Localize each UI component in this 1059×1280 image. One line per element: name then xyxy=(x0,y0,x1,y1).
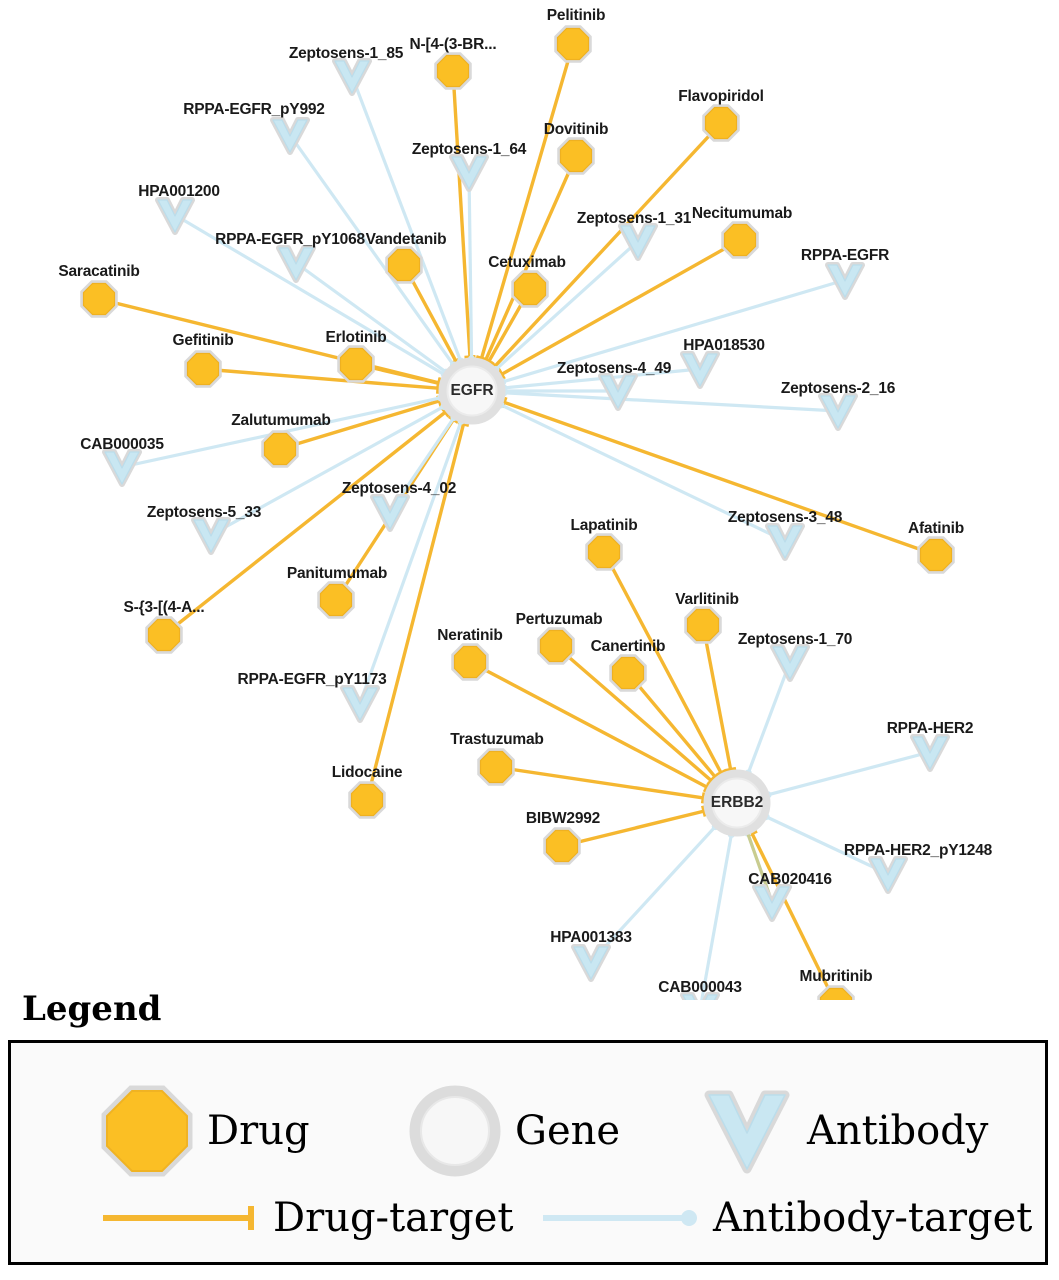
drug-node-label: N-[4-(3-BR... xyxy=(409,36,497,53)
legend-label-drug: Drug xyxy=(207,1108,310,1154)
antibody-target-edge-icon xyxy=(541,1203,701,1233)
antibody-node-label: CAB000043 xyxy=(658,979,742,996)
drug-node[interactable] xyxy=(481,752,512,783)
legend-label-antibody: Antibody xyxy=(807,1108,989,1154)
antibody-node[interactable] xyxy=(373,497,407,529)
drug-node[interactable] xyxy=(706,108,737,139)
legend-title: Legend xyxy=(22,989,162,1029)
antibody-node-label: Zeptosens-2_16 xyxy=(780,380,896,397)
antibody-node-label: HPA018530 xyxy=(683,337,765,354)
antibody-node[interactable] xyxy=(913,737,947,769)
antibody-node[interactable] xyxy=(821,396,855,428)
antibody-node-label: CAB000035 xyxy=(80,436,164,453)
drug-node-label: Neratinib xyxy=(437,627,503,644)
antibody-node-label: Zeptosens-1_85 xyxy=(288,45,404,62)
antibody-node-label: Zeptosens-3_48 xyxy=(727,509,843,526)
legend-label-drug-target: Drug-target xyxy=(273,1195,514,1241)
antibody-node[interactable] xyxy=(273,120,307,152)
antibody-node-label: Zeptosens-4_49 xyxy=(556,360,672,377)
drug-node[interactable] xyxy=(341,349,372,380)
drug-node-label: Cetuximab xyxy=(488,254,566,271)
drug-node-label: Zalutumumab xyxy=(231,412,331,429)
drug-node-label: Trastuzumab xyxy=(450,731,544,748)
antibody-node[interactable] xyxy=(574,947,608,979)
legend-label-gene: Gene xyxy=(515,1108,621,1154)
drug-node-label: Saracatinib xyxy=(58,263,140,280)
antibody-node-label: RPPA-HER2 xyxy=(886,720,974,737)
antibody-node[interactable] xyxy=(279,248,313,280)
drug-octagon-icon xyxy=(101,1085,193,1177)
legend xyxy=(0,985,1059,1280)
drug-node-label: Mubritinib xyxy=(799,968,873,985)
antibody-vee-icon xyxy=(701,1085,793,1177)
antibody-node[interactable] xyxy=(683,354,717,386)
legend-box xyxy=(8,1040,1048,1265)
drug-node-label: Erlotinib xyxy=(325,329,387,346)
antibody-node[interactable] xyxy=(871,859,905,891)
drug-node-label: Pelitinib xyxy=(546,7,606,24)
antibody-node[interactable] xyxy=(828,265,862,297)
legend-item-antibody-target xyxy=(541,1195,1032,1241)
drug-node[interactable] xyxy=(561,141,592,172)
antibody-node-label: HPA001200 xyxy=(138,183,220,200)
drug-target-edge-icon xyxy=(101,1203,261,1233)
drug-node[interactable] xyxy=(84,284,115,315)
antibody-node[interactable] xyxy=(105,452,139,484)
drug-node-label: Gefitinib xyxy=(172,332,234,349)
antibody-node-label: HPA001383 xyxy=(550,929,632,946)
drug-node[interactable] xyxy=(455,647,486,678)
drug-node[interactable] xyxy=(688,610,719,641)
gene-circle-icon xyxy=(409,1085,501,1177)
drug-node-label: Vandetanib xyxy=(365,231,447,248)
drug-node[interactable] xyxy=(613,658,644,689)
antibody-node[interactable] xyxy=(335,61,369,93)
gene-node-label: ERBB2 xyxy=(710,794,764,811)
drug-node-label: Varlitinib xyxy=(675,591,739,608)
antibody-node[interactable] xyxy=(158,200,192,232)
antibody-node[interactable] xyxy=(621,226,655,258)
antibody-node[interactable] xyxy=(768,526,802,558)
drug-node-label: S-{3-[(4-A... xyxy=(123,599,205,616)
drug-node[interactable] xyxy=(352,785,383,816)
legend-item-drug-target xyxy=(101,1195,513,1241)
drug-node[interactable] xyxy=(589,537,620,568)
drug-node-label: Pertuzumab xyxy=(515,611,603,628)
drug-node-label: Afatinib xyxy=(907,520,965,537)
drug-node-label: Panitumumab xyxy=(286,565,388,582)
antibody-node-label: Zeptosens-5_33 xyxy=(146,504,262,521)
drug-node-label: Canertinib xyxy=(590,638,666,655)
drug-node[interactable] xyxy=(321,585,352,616)
drug-node[interactable] xyxy=(547,831,578,862)
antibody-node-label: RPPA-HER2_pY1248 xyxy=(843,842,993,859)
antibody-node-label: RPPA-EGFR_pY1068 xyxy=(215,231,365,248)
drug-node[interactable] xyxy=(725,225,756,256)
drug-node[interactable] xyxy=(515,274,546,305)
drug-node-label: Necitumumab xyxy=(691,205,793,222)
legend-label-antibody-target: Antibody-target xyxy=(713,1195,1033,1241)
drug-node-label: Lidocaine xyxy=(331,764,403,781)
antibody-node-label: Zeptosens-1_31 xyxy=(576,210,692,227)
drug-node[interactable] xyxy=(438,56,469,87)
antibody-node-label: Zeptosens-1_70 xyxy=(737,631,853,648)
antibody-node-label: RPPA-EGFR_pY992 xyxy=(183,101,325,118)
antibody-node[interactable] xyxy=(194,520,228,552)
antibody-node[interactable] xyxy=(452,157,486,189)
legend-edge-row xyxy=(11,1195,1045,1255)
antibody-node[interactable] xyxy=(773,647,807,679)
antibody-node[interactable] xyxy=(343,688,377,720)
antibody-node-label: Zeptosens-4_02 xyxy=(341,480,457,497)
drug-node[interactable] xyxy=(265,434,296,465)
drug-node[interactable] xyxy=(921,540,952,571)
antibody-node-label: RPPA-EGFR_pY1173 xyxy=(237,671,387,688)
drug-node[interactable] xyxy=(558,29,589,60)
legend-item-gene xyxy=(409,1085,620,1177)
drug-node[interactable] xyxy=(389,250,420,281)
gene-node-label: EGFR xyxy=(450,382,494,399)
legend-node-row xyxy=(11,1079,1045,1179)
drug-node[interactable] xyxy=(149,620,180,651)
drug-node-label: BIBW2992 xyxy=(525,810,601,827)
drug-node-label: Dovitinib xyxy=(543,121,609,138)
antibody-node-label: RPPA-EGFR xyxy=(800,247,890,264)
legend-item-antibody xyxy=(701,1085,988,1177)
drug-node-label: Flavopiridol xyxy=(678,88,764,105)
antibody-node[interactable] xyxy=(601,376,635,408)
legend-item-drug xyxy=(101,1085,310,1177)
antibody-node-label: Zeptosens-1_64 xyxy=(411,141,527,158)
drug-node[interactable] xyxy=(541,631,572,662)
drug-node-label: Lapatinib xyxy=(570,517,638,534)
drug-node[interactable] xyxy=(188,354,219,385)
antibody-node[interactable] xyxy=(755,887,789,919)
antibody-node-label: CAB020416 xyxy=(748,871,832,888)
